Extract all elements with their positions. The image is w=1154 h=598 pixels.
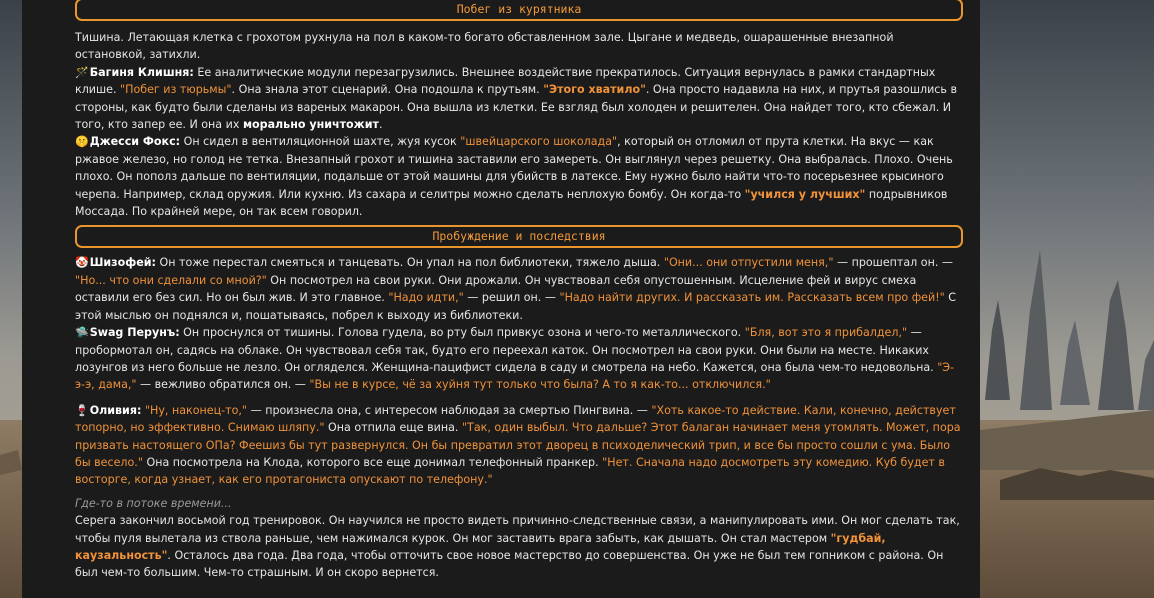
section-header-escape: Побег из курятника — [75, 0, 963, 21]
author-name: Шизофей: — [89, 256, 156, 270]
quote-text: "Но... что они сделали со мной?" — [75, 273, 267, 287]
post-text: Он сидел в вентиляционной шахте, жуя кусок — [180, 135, 461, 149]
post-text: Он проснулся от тишины. Голова гудела, во рту был привкус озона и чего-то металлического. — [179, 326, 745, 340]
post-text: Он посмотрел на свои руки. Они дрожали. Он чувствовал себя опустошенным. Исцеление фей и вирус смеха оставили его без сил. Но он был жив. И это главное. — [75, 273, 917, 305]
post-jessie — [75, 133, 963, 220]
content-panel — [22, 0, 980, 598]
post-text: — произнесла она, с интересом наблюдая за смертью Пингвина. — — [247, 403, 652, 417]
section-header-awakening: Пробуждение и последствия — [75, 225, 963, 248]
quote-text: "Ну, наконец-то," — [144, 403, 248, 417]
wine-glass-icon: 🍷 — [75, 403, 89, 417]
post-text: , который он отломил от прута клетки. На вкус — как ржавое железо, но голод не тетка. Внезапный грохот и тишина заставили его замереть. Он выглянул через решетку. Она выбралась. Плохо. Очень плохо. Он пополз дальше по вентиляции, подальше от этой машины для убийств в латексе. Ему нужно было найти что-то посерьезнее крысиного черепа. Например, склад оружия. Или кухню. Из сахара и селитры можно сделать неплохую бомбу. Он когда-то — [75, 135, 953, 201]
author-name: Оливия: — [89, 403, 142, 417]
post-text: — прошептал он. — — [833, 256, 953, 270]
quote-text: "Нет. Сначала надо досмотреть эту комедию. Куб будет в восторге, когда узнает, как его протагониста опускают по телефону." — [75, 455, 945, 487]
post-text: . — [378, 118, 383, 132]
author-name: Багиня Клишня: — [89, 65, 194, 79]
post-shizofei — [75, 254, 963, 324]
quote-text: "Надо идти," — [388, 291, 464, 305]
quote-text: "учился у лучших" — [744, 187, 866, 201]
post-text: Она отпила еще вина. — [324, 421, 462, 435]
post-klishnya — [75, 64, 963, 134]
post-text: подрывников Моссада. По крайней мере, он так всем говорил. — [75, 187, 948, 219]
quote-text: "Хоть какое-то действие. Кали, конечно, действует топорно, но эффективно. Снимаю шляпу." — [75, 403, 956, 435]
quote-text: "Вы не в курсе, чё за хуйня тут только что была? А то я как-то... отключился." — [309, 378, 771, 392]
quote-text: "Так, один выбыл. Что дальше? Этот балаган начинает меня утомлять. Может, пора призвать настоящего ОПа? Феешиз бы тут развернулся. Он бы превратил этот дворец в психоделический трип, и все бы просто сошли с ума. Было бы весело." — [75, 421, 961, 469]
post-text: Она посмотрела на Клода, которого все еще донимал телефонный пранкер. — [142, 455, 603, 469]
quote-text: "швейцарского шоколада" — [460, 135, 618, 149]
post-text: Серега закончил восьмой год тренировок. Он научился не просто видеть причинно-следственные связи, а манипулировать ими. Он мог сделать так, чтобы пуля вылетала из ствола раньше, чем нажимался курок. Он мог заставить врага забыть, как дышать. Он стал мастером — [75, 514, 960, 545]
post-text: Он тоже перестал смеяться и танцевать. Он упал на пол библиотеки, тяжело дыша. — [156, 256, 664, 270]
post-text: С этой мыслью он поднялся и, пошатываясь, побрел к выходу из библиотеки. — [75, 291, 957, 322]
post-text: Ее аналитические модули перезагрузились. Внешнее воздействие прекратилось. Ситуация вернулась в рамки стандартных клише. — [75, 65, 936, 97]
post-text: — вежливо обратился он. — — [136, 378, 310, 392]
magic-wand-icon: 🪄 — [75, 65, 89, 79]
quote-text: "гудбай, каузальность" — [75, 531, 886, 562]
post-olivia — [75, 402, 963, 489]
quote-text: "Надо найти других. И рассказать им. Рассказать всем про фей!" — [559, 291, 945, 305]
quote-text: "Они... они отпустили меня," — [663, 256, 834, 270]
post-serega — [75, 512, 963, 582]
author-name: Джесси Фокс: — [89, 135, 181, 149]
quote-text: "Бля, вот это я прибалдел," — [744, 326, 908, 340]
bold-text: морально уничтожит — [242, 118, 379, 132]
author-name: Swag Перунъ: — [89, 326, 180, 340]
post-text: — решил он. — — [463, 291, 560, 305]
post-perun — [75, 324, 963, 394]
quote-text: "Этого хватило" — [543, 83, 646, 97]
flying-saucer-icon: 🛸 — [75, 326, 89, 340]
quote-text: "Э-э-э, дама," — [75, 360, 955, 392]
story-intro: Тишина. Летающая клетка с грохотом рухнула на пол в каком-то богато обставленном зале. Цыгане и медведь, ошарашенные внезапной остановкой, затихли. — [75, 31, 894, 62]
shush-face-icon: 🤫 — [75, 135, 89, 149]
clown-face-icon: 🤡 — [75, 256, 89, 270]
story-content — [75, 0, 963, 582]
post-text: — пробормотал он, садясь на облаке. Он чувствовал себя так, будто его переехал каток. Он посмотрел на свои руки. Они были на месте. Никаких лозунгов из него больше не лезло. Он огляделся. Женщина-пацифист сидела в саду и смотрела на небо. Кажется, она была чем-то недовольна. — [75, 326, 938, 374]
quote-text: "Побег из тюрьмы" — [120, 83, 232, 97]
post-text: . Она просто надавила на них, и прутья разошлись в стороны, как будто были сделаны из вареных макарон. Она вышла из клетки. Ее взгляд был холоден и решителен. Она найдет того, кто сбежал. И того, кто запер ее. И она их — [75, 83, 957, 132]
time-stream-caption: Где-то в потоке времени... — [75, 496, 232, 510]
post-text: . Осталось два года. Два года, чтобы отточить свое новое мастерство до совершенства. Он уже не был тем гопником с района. Он был чем-то большим. Чем-то страшным. И он скоро вернется. — [75, 548, 944, 580]
post-text: . Она знала этот сценарий. Она подошла к прутьям. — [231, 83, 544, 97]
